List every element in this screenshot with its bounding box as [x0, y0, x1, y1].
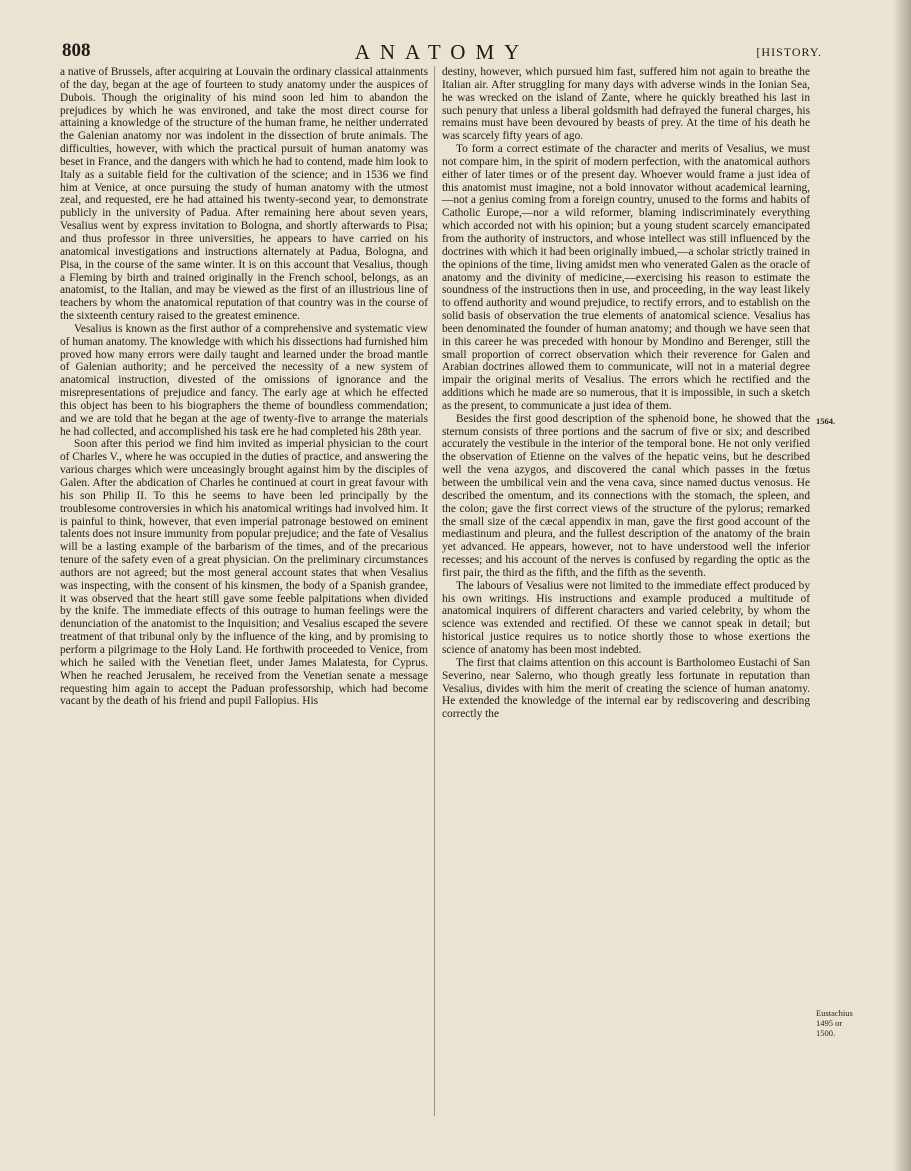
- margin-note-year: 1564.: [816, 416, 836, 426]
- paragraph: destiny, however, which pursued him fast, suffered him not again to breathe the Italian air. After struggling for many days with adverse winds in the Ionian Sea, he was wrecked on the island of Zante, where he quickly breathed his last in such penury that unless a liberal goldsmith had defrayed the funeral charges, his remains must have been devoured by beasts of prey. At the time of his death he was scarcely fifty years of ago.: [442, 66, 810, 143]
- margin-note-line: 1495 or: [816, 1018, 843, 1028]
- page-edge-shadow: [893, 0, 911, 1171]
- paragraph: Vesalius is known as the first author of a comprehensive and systematic view of human anatomy. The knowledge with which his dissections had furnished him proved how many errors were daily taught and learned under the broad mantle of Galenian authority; and he perceived the necessity of a new system of anatomical instruction, divested of the omissions of ignorance and the misrepresentations of prejudice and fancy. The early age at which he effected this object has been to his biographers the theme of boundless commendation; and we are told that he began at the age of twenty-five to arrange the materials he had collected, and accomplished his task ere he had completed his 28th year.: [60, 322, 428, 438]
- right-column: [442, 66, 810, 721]
- page-header: [62, 40, 822, 66]
- page-number: 808: [62, 40, 91, 61]
- paragraph: Besides the first good description of the sphenoid bone, he showed that the sternum consists of three portions and the sacrum of five or six; and described accurately the vestibule in the interior of the temporal bone. He not only verified the observation of Etienne on the valves of the hepatic veins, but he described well the vena azygos, and discovered the canal which passes in the fœtus between the umbilical vein and the vena cava, since named ductus venosus. He described the omentum, and its connections with the stomach, the spleen, and the colon; gave the first correct views of the structure of the pylorus; remarked the small size of the cæcal appendix in man, gave the first good account of the mediastinum and pleura, and the fullest description of the anatomy of the brain yet advanced. He appears, however, not to have understood well the inferior recesses; and his account of the nerves is confused by regarding the optic as the first pair, the third as the fifth, and the fifth as the seventh.: [442, 412, 810, 579]
- paragraph: The labours of Vesalius were not limited to the immediate effect produced by his own writings. His instructions and example produced a multitude of anatomical inquirers of different characters and varied celebrity, by whom the science was extended and rectified. Of these we cannot speak in detail; but historical justice requires us to notice shortly those to whose exertions the science of anatomy has been most indebted.: [442, 579, 810, 656]
- left-column: [60, 66, 428, 708]
- margin-note-eustachius: [816, 1008, 878, 1038]
- margin-note-line: 1500.: [816, 1028, 836, 1038]
- paragraph: To form a correct estimate of the character and merits of Vesalius, we must not compare him, in the spirit of modern perfection, with the anatomical authors either of later times or of the present day. Whoever would frame a just idea of this anatomist must imagine, not a bold innovator without academical learning,—not a genius coming from a foreign country, unused to the forms and habits of Catholic Europe,—nor a wild reformer, blaming indiscriminately everything which accorded not with his opinion; but a young student scarcely emancipated from the authority of instructors, and whose intellect was still influenced by the doctrines with which it had been originally imbued,—a scholar strictly trained in the opinions of the time, living amidst men who venerated Galen as the oracle of anatomy and the divinity of medicine,—exercising his reason to estimate the soundness of the instructions then in use, and proceeding, in the way least likely to offend authority and wound prejudice, to rectify errors, and to establish on the solid basis of observation the true elements of anatomical science. Vesalius has been denominated the founder of human anatomy; and though we have seen that in this career he was preceded with honour by Mondino and Berenger, still the small proportion of correct observation which their reverence for Galen and Arabian doctrines allowed them to communicate, will not in a material degree impair the original merits of Vesalius. The errors which he rectified and the additions which he made are so numerous, that it is impossible, in such a sketch as the present, to communicate a just idea of them.: [442, 143, 810, 412]
- margin-note-line: Eustachius: [816, 1008, 853, 1018]
- section-label: [HISTORY.: [756, 45, 822, 59]
- paragraph: The first that claims attention on this account is Bartholomeo Eustachi of San Severino, near Salerno, who though greatly less fortunate in reputation than Vesalius, divides with him the merit of creating the science of human anatomy. He extended the knowledge of the internal ear by rediscovering and describing correctly the: [442, 656, 810, 721]
- column-divider: [434, 66, 435, 1116]
- paragraph: Soon after this period we find him invited as imperial physician to the court of Charles V., where he was occupied in the duties of practice, and answering the various charges which were unceasingly brought against him by the disciples of Galen. After the abdication of Charles he continued at court in great favour with his son Philip II. To this he seems to have been led principally by the troublesome controversies in which his anatomical writings had involved him. It is painful to think, however, that even imperial patronage bestowed on eminent talents does not insure immunity from popular prejudice; and the fate of Vesalius will be a lasting example of the barbarism of the times, and of the precarious tenure of the safety even of a great physician. On the preliminary circumstances authors are not agreed; but the most general account states that when Vesalius was inspecting, with the consent of his kinsmen, the body of a Spanish grandee, it was observed that the heart still gave some feeble palpitations when divided by the knife. The immediate effects of this outrage to human feelings were the denunciation of the anatomist to the Inquisition; and Vesalius escaped the severe treatment of that tribunal only by the influence of the king, and by promising to perform a pilgrimage to the Holy Land. He forthwith proceeded to Venice, from which he sailed with the Venetian fleet, under James Malatesta, for Cyprus. When he reached Jerusalem, he received from the Venetian senate a message requesting him again to accept the Paduan professorship, which had become vacant by the death of his friend and pupil Fallopius. His: [60, 438, 428, 708]
- paragraph: a native of Brussels, after acquiring at Louvain the ordinary classical attainments of the day, began at the age of fourteen to study anatomy under the auspices of Dubois. Though the originality of his mind soon led him to abandon the prejudices by which he was environed, and take the most direct course for attaining a knowledge of the structure of the human frame, he neither underrated the Galenian anatomy nor was indolent in the dissection of brute animals. The difficulties, however, with which the practical pursuit of human anatomy was beset in France, and the dangers with which he had to contend, made him look to Italy as a suitable field for the cultivation of the science; and in 1536 we find him at Venice, at once pursuing the study of human anatomy with the utmost zeal, and requested, ere he had attained his twenty-second year, to demonstrate publicly in the university of Padua. After remaining here about seven years, Vesalius went by express invitation to Bologna, and shortly afterwards to Pisa; and thus professor in three universities, he appears to have carried on his anatomical investigations and instructions alternately at Padua, Bologna, and Pisa, in the course of the same winter. It is on this account that Vesalius, though a Fleming by birth and trained originally in the French school, belongs, as an anatomist, to the Italian, and may be viewed as the first of an illustrious line of teachers by whom the anatomical reputation of that country was in the course of the sixteenth century raised to the greatest eminence.: [60, 66, 428, 323]
- running-title: ANATOMY: [354, 40, 530, 64]
